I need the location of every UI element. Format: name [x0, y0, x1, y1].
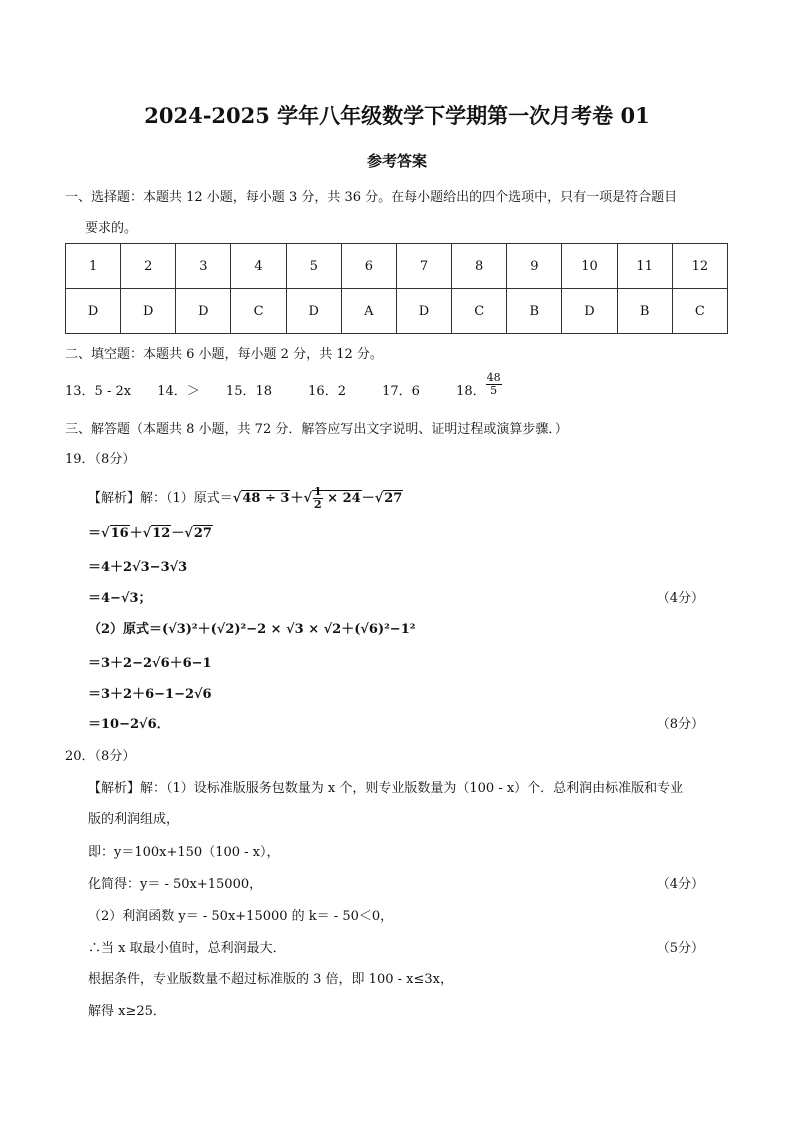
- answer-18-no: 18．: [456, 384, 486, 399]
- q20-label: 20．（8分）: [65, 749, 136, 764]
- q20-line5: （2）利润函数 y＝ - 50x+15000 的 k＝ - 50＜0，: [88, 909, 394, 924]
- q19-line5: （2）原式＝(√3)²＋(√2)²−2 × √3 × √2＋(√6)²−1²: [88, 622, 416, 637]
- table-cell: 2: [121, 244, 176, 289]
- fraction: [313, 486, 323, 511]
- answer-17-no: 17．: [382, 384, 412, 399]
- answer-13-no: 13．: [65, 384, 95, 399]
- table-cell: D: [396, 289, 451, 334]
- equals-sign: ＝: [88, 526, 102, 541]
- table-cell: 9: [507, 244, 562, 289]
- q20-line6: ∴当 x 取最小值时，总利润最大．: [88, 941, 286, 956]
- table-cell: 3: [176, 244, 231, 289]
- section3-heading: 三、解答题（本题共 8 小题，共 72 分．解答应写出文字说明、证明过程或演算步骤．）: [65, 422, 568, 437]
- answer-16-no: 16．: [308, 384, 338, 399]
- table-cell: B: [507, 289, 562, 334]
- radicand: 27: [193, 526, 212, 541]
- answer-15: 18: [255, 384, 273, 399]
- answer-18-fraction: [486, 372, 502, 397]
- q20-line8: 解得 x≥25．: [88, 1004, 166, 1019]
- q20-score2: （5分）: [656, 941, 704, 956]
- table-cell: 1: [66, 244, 121, 289]
- answer-13: 5 - 2x: [94, 384, 132, 399]
- answer-table-numbers-row: [66, 244, 728, 289]
- fill-blank-answers: [65, 371, 502, 399]
- q19-score1: （4分）: [656, 591, 704, 606]
- radicand: 48 ÷ 3: [242, 491, 290, 506]
- fraction-numerator: 48: [486, 371, 501, 384]
- q20-line3: 即：y＝100x+150（100 - x），: [88, 845, 280, 860]
- sqrt-expression: √48 ÷ 3: [232, 491, 290, 506]
- table-cell: 4: [231, 244, 286, 289]
- section1-heading: 一、选择题：本题共 12 小题，每小题 3 分，共 36 分。在每小题给出的四个选项中，只有一项是符合题目: [65, 190, 678, 205]
- q20-line1: 【解析】解：（1）设标准版服务包数量为 x 个，则专业版数量为（100 - x）个．总利润由标准版和专业: [88, 781, 684, 796]
- table-cell: D: [176, 289, 231, 334]
- table-cell: A: [341, 289, 396, 334]
- answer-15-no: 15．: [225, 384, 256, 399]
- table-cell: 10: [562, 244, 617, 289]
- table-cell: 6: [341, 244, 396, 289]
- radicand: 16: [110, 526, 129, 541]
- q19-label: 19．（8分）: [65, 452, 136, 467]
- table-cell: 8: [452, 244, 507, 289]
- fraction-numerator: 1: [313, 485, 322, 498]
- table-cell: C: [452, 289, 507, 334]
- minus-sign: －: [171, 526, 185, 541]
- fraction-denominator: 5: [490, 384, 498, 397]
- q20-line7: 根据条件，专业版数量不超过标准版的 3 倍，即 100 - x≤3x，: [88, 972, 453, 987]
- table-cell: 12: [672, 244, 727, 289]
- q19-score2: （8分）: [656, 717, 704, 732]
- answer-16: 2: [337, 384, 346, 399]
- q19-line6: ＝3＋2−2√6＋6−1: [88, 656, 212, 671]
- table-cell: D: [562, 289, 617, 334]
- sqrt-expression: √ $\frac{1}{2}$ × 24: [303, 485, 361, 511]
- plus-sign: ＋: [129, 526, 143, 541]
- q19-intro: 【解析】解：（1）原式＝: [88, 491, 233, 506]
- q19-line7: ＝3＋2＋6−1−2√6: [88, 687, 212, 702]
- answer-17: 6: [411, 384, 420, 399]
- fraction-denominator: 2: [313, 498, 322, 511]
- q20-line2: 版的利润组成，: [88, 812, 180, 827]
- plus-sign: ＋: [290, 491, 304, 506]
- page-title: 2024-2025 学年八年级数学下学期第一次月考卷 01: [144, 103, 650, 128]
- sqrt-expression: √27: [374, 491, 403, 506]
- table-cell: 5: [286, 244, 341, 289]
- table-cell: B: [617, 289, 672, 334]
- answer-table: [65, 243, 728, 334]
- table-cell: C: [231, 289, 286, 334]
- radicand: 27: [384, 491, 403, 506]
- q19-line4: ＝4−√3；: [88, 591, 152, 606]
- section2-heading: 二、填空题：本题共 6 小题，每小题 2 分，共 12 分。: [65, 347, 383, 362]
- answer-14-no: 14．: [157, 384, 187, 399]
- minus-sign: －: [361, 491, 375, 506]
- answer-14: ＞: [186, 384, 200, 399]
- radicand: × 24: [327, 491, 361, 506]
- q20-score1: （4分）: [656, 877, 704, 892]
- q19-line3: ＝4＋2√3−3√3: [88, 560, 188, 575]
- answer-table-answers-row: [66, 289, 728, 334]
- table-cell: D: [66, 289, 121, 334]
- table-cell: D: [121, 289, 176, 334]
- page-subtitle: 参考答案: [366, 152, 427, 170]
- table-cell: 11: [617, 244, 672, 289]
- radicand: 12: [152, 526, 171, 541]
- section1-heading-cont: 要求的。: [85, 221, 138, 236]
- q19-line2: ＝√16＋√12－√27: [88, 526, 212, 541]
- q20-line4: 化简得：y＝ - 50x+15000，: [88, 877, 263, 892]
- table-cell: 7: [396, 244, 451, 289]
- table-cell: D: [286, 289, 341, 334]
- q19-line1: [88, 486, 403, 511]
- table-cell: C: [672, 289, 727, 334]
- q19-line8: ＝10−2√6．: [88, 717, 170, 732]
